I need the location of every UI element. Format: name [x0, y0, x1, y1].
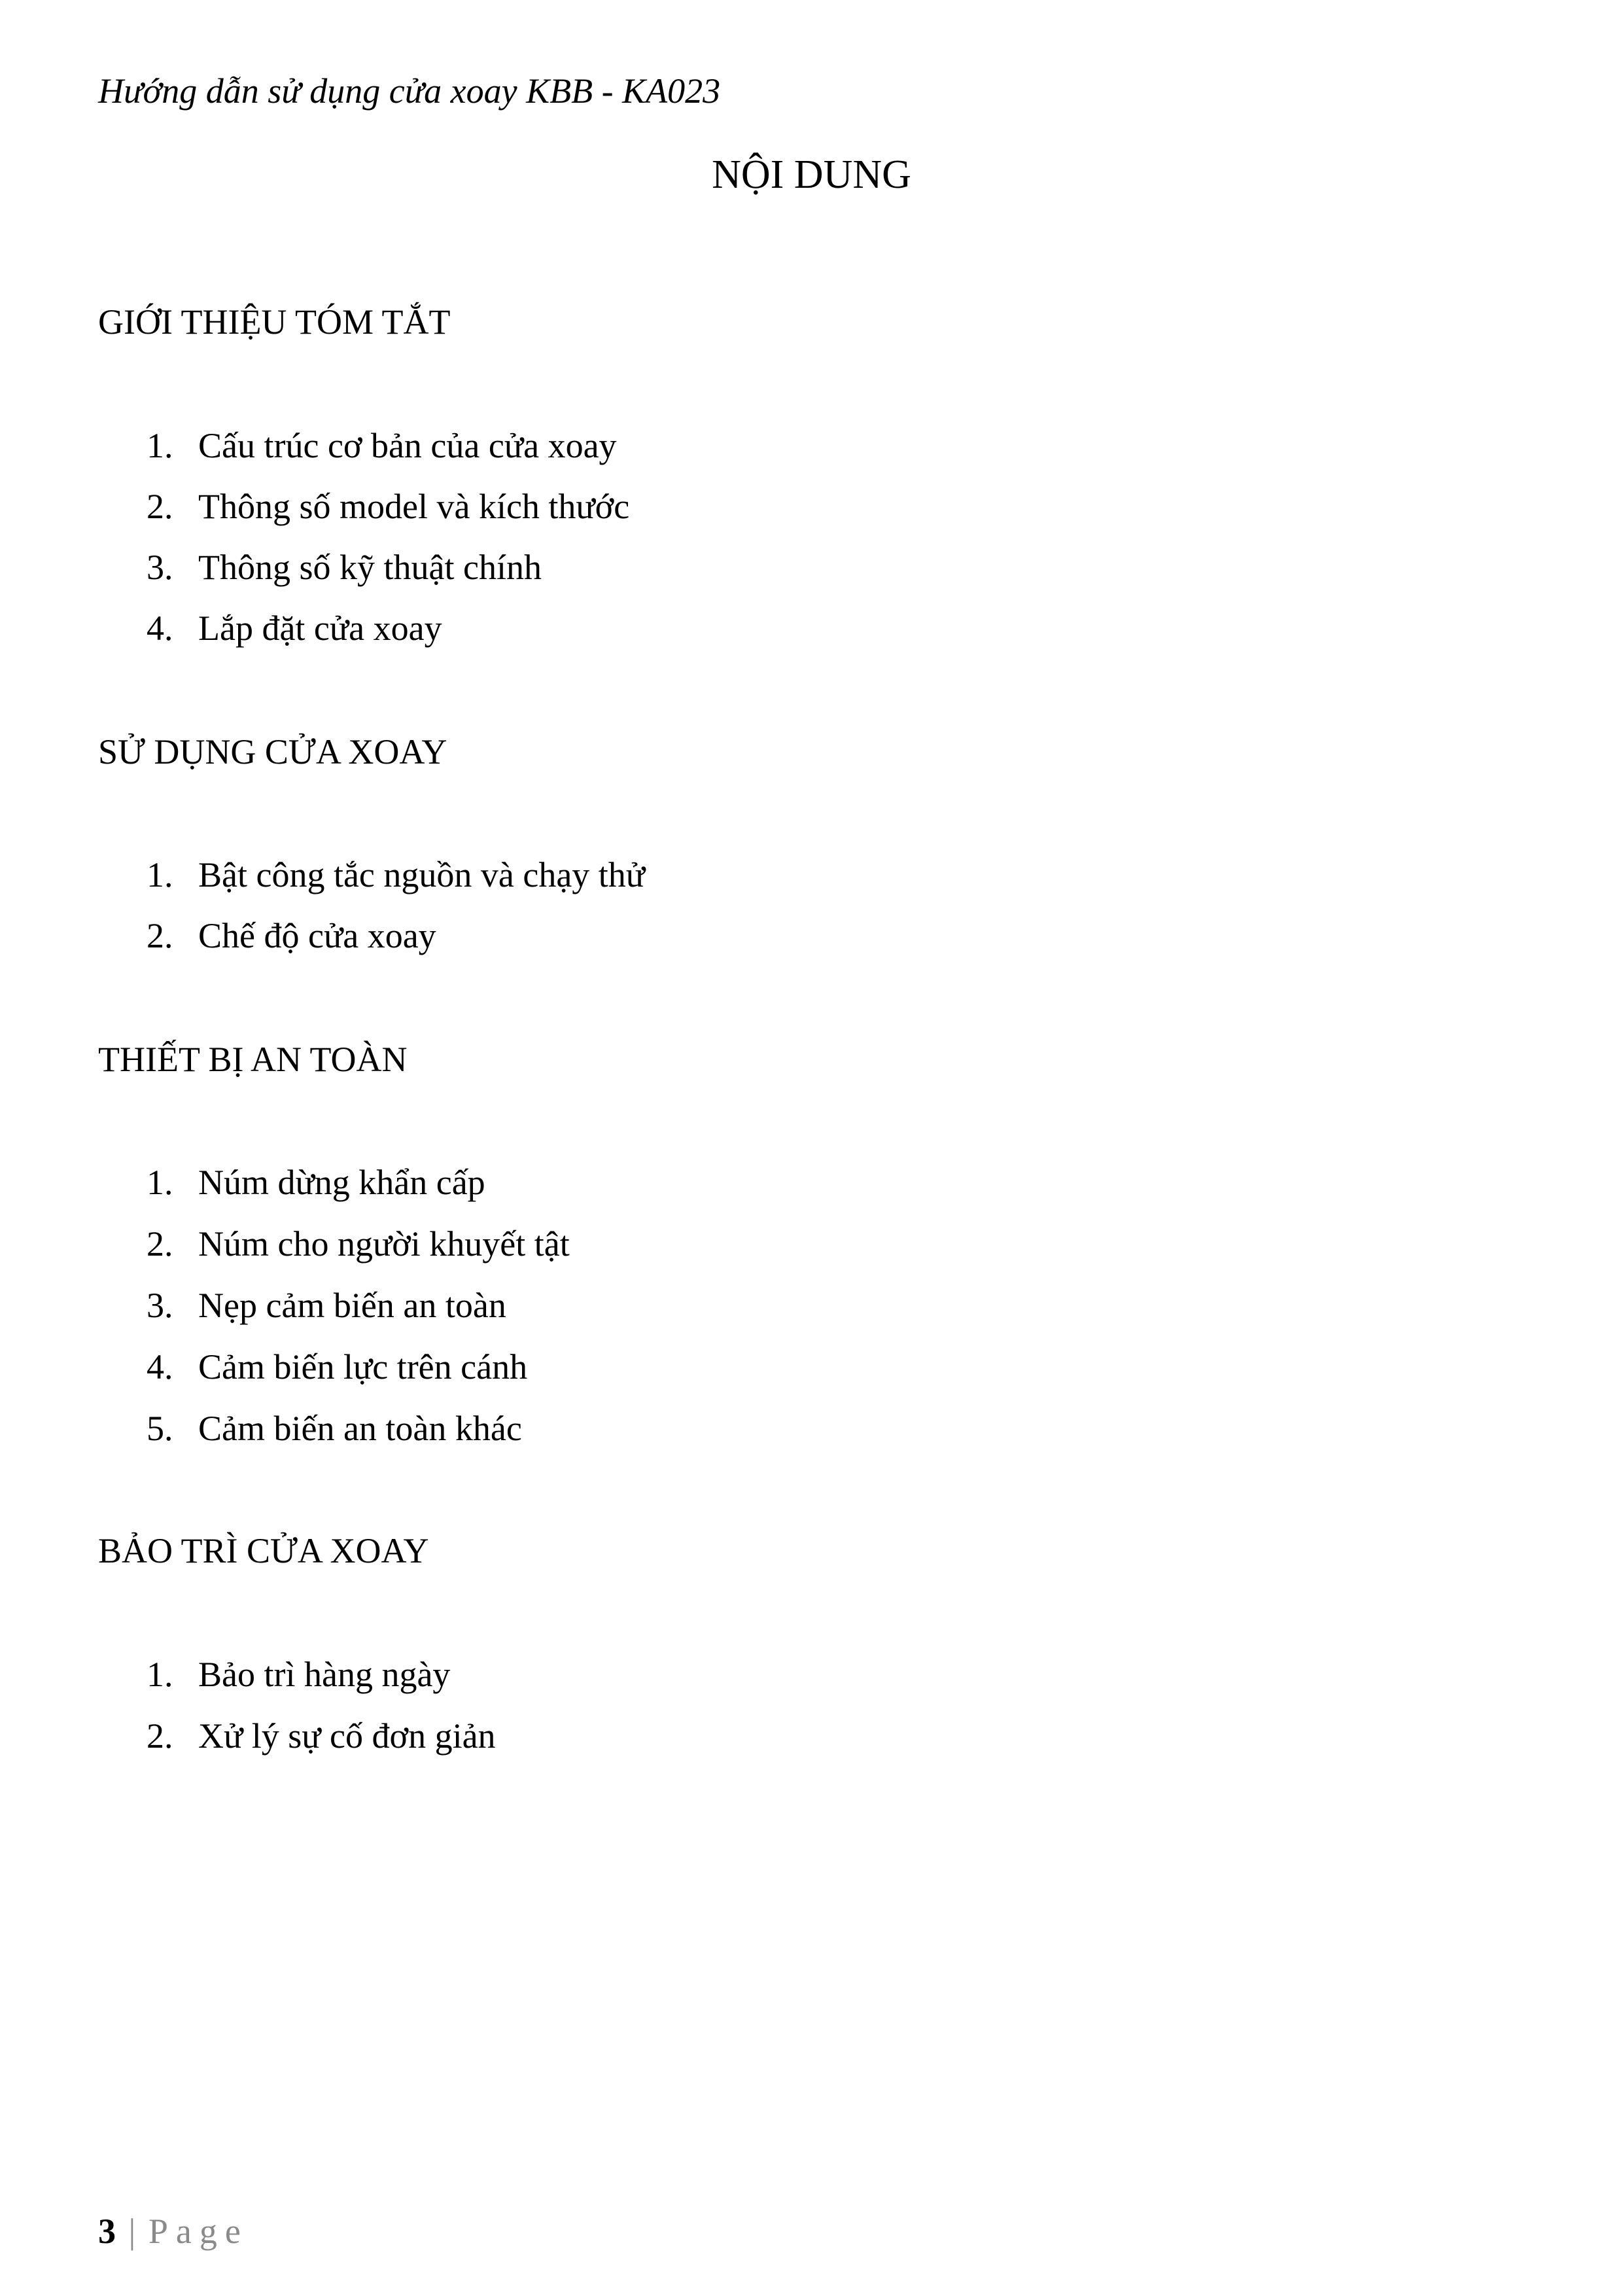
- toc-item-label: Thông số model và kích thước: [198, 487, 630, 526]
- page-footer: [98, 2214, 249, 2249]
- toc-section-heading: THIẾT BỊ AN TOÀN: [98, 1040, 408, 1079]
- toc-item-label: Bảo trì hàng ngày: [198, 1655, 451, 1694]
- toc-item-number: 1.: [147, 426, 173, 465]
- toc-item-label: Xử lý sự cố đơn giản: [198, 1716, 496, 1756]
- toc-item-label: Thông số kỹ thuật chính: [198, 548, 542, 587]
- toc-item-number: 4.: [147, 1347, 173, 1386]
- page-title: NỘI DUNG: [712, 152, 911, 197]
- page-number: 3: [98, 2212, 116, 2251]
- toc-item-label: Chế độ cửa xoay: [198, 916, 436, 955]
- toc-item-number: 3.: [147, 548, 173, 587]
- toc-item-number: 2.: [147, 1224, 173, 1263]
- running-header: Hướng dẫn sử dụng cửa xoay KBB - KA023: [98, 71, 721, 111]
- toc-item-number: 2.: [147, 1716, 173, 1756]
- footer-page-word: Page: [148, 2212, 249, 2251]
- toc-section-heading: SỬ DỤNG CỬA XOAY: [98, 732, 447, 771]
- footer-separator: |: [128, 2212, 136, 2251]
- toc-item-label: Lắp đặt cửa xoay: [198, 609, 442, 648]
- toc-item-number: 5.: [147, 1409, 173, 1448]
- toc-item-number: 2.: [147, 487, 173, 526]
- toc-item-number: 1.: [147, 1163, 173, 1202]
- toc-item-number: 3.: [147, 1286, 173, 1325]
- toc-item-label: Nẹp cảm biến an toàn: [198, 1286, 506, 1325]
- toc-item-label: Cảm biến an toàn khác: [198, 1409, 522, 1448]
- toc-item-number: 1.: [147, 1655, 173, 1694]
- toc-section-heading: GIỚI THIỆU TÓM TẮT: [98, 302, 451, 342]
- toc-item-label: Cấu trúc cơ bản của cửa xoay: [198, 426, 617, 465]
- toc-item-number: 4.: [147, 609, 173, 648]
- toc-item-number: 1.: [147, 855, 173, 894]
- toc-item-label: Bật công tắc nguồn và chạy thử: [198, 855, 646, 894]
- toc-item-label: Cảm biến lực trên cánh: [198, 1347, 528, 1386]
- toc-item-label: Núm cho người khuyết tật: [198, 1224, 570, 1263]
- toc-section-heading: BẢO TRÌ CỬA XOAY: [98, 1531, 429, 1570]
- toc-item-number: 2.: [147, 916, 173, 955]
- toc-item-label: Núm dừng khẩn cấp: [198, 1163, 485, 1202]
